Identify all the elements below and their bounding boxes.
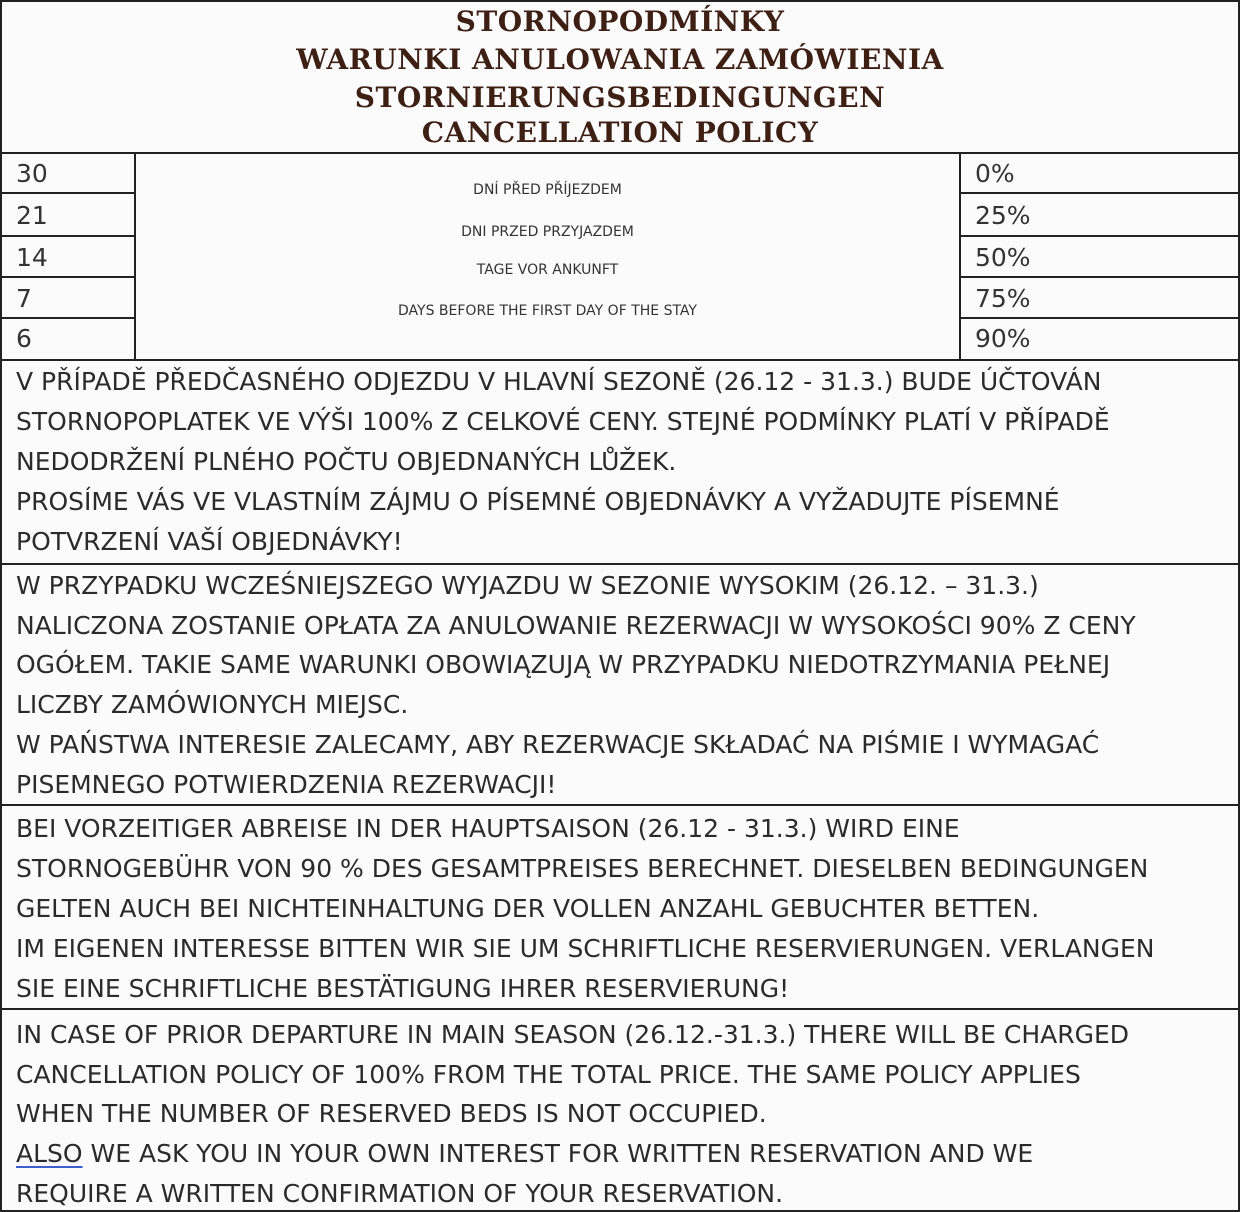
paragraph-line: OGÓŁEM. TAKIE SAME WARUNKI OBOWIĄZUJĄ W PRZYPADKU NIEDOTRZYMANIA PEŁNEJ [16, 650, 1111, 679]
fee-cell: 0% [961, 154, 1240, 194]
fee-cell: 25% [961, 194, 1240, 237]
fee-cell: 75% [961, 278, 1240, 319]
paragraph-line: LICZBY ZAMÓWIONYCH MIEJSC. [16, 690, 409, 719]
paragraph-line: STORNOGEBÜHR VON 90 % DES GESAMTPREISES BERECHNET. DIESELBEN BEDINGUNGEN [16, 854, 1149, 883]
paragraph-line: W PAŃSTWA INTERESIE ZALECAMY, ABY REZERWACJE SKŁADAĆ NA PIŚMIE I WYMAGAĆ [16, 730, 1100, 759]
days-cell: 30 [2, 154, 134, 194]
description-english: DAYS BEFORE THE FIRST DAY OF THE STAY [398, 303, 697, 319]
days-cell: 7 [2, 278, 134, 319]
section-czech [2, 361, 1238, 565]
paragraph-line [16, 1139, 1033, 1168]
paragraph-line: NALICZONA ZOSTANIE OPŁATA ZA ANULOWANIE REZERWACJI W WYSOKOŚCI 90% Z CENY [16, 611, 1136, 640]
paragraph-line: PISEMNEGO POTWIERDZENIA REZERWACJI! [16, 770, 557, 799]
fee-column [959, 154, 1240, 359]
description-column [136, 154, 959, 359]
description-german: TAGE VOR ANKUNFT [476, 262, 619, 278]
paragraph-line: PROSÍME VÁS VE VLASTNÍM ZÁJMU O PÍSEMNÉ OBJEDNÁVKY A VYŽADUJTE PÍSEMNÉ [16, 487, 1060, 516]
days-cell: 21 [2, 194, 134, 237]
description-czech: DNÍ PŘED PŘÍJEZDEM [473, 182, 622, 198]
paragraph-line: GELTEN AUCH BEI NICHTEINHALTUNG DER VOLLEN ANZAHL GEBUCHTER BETTEN. [16, 894, 1040, 923]
days-cell: 6 [16, 324, 32, 353]
paragraph-line: REQUIRE A WRITTEN CONFIRMATION OF YOUR RESERVATION. [16, 1179, 784, 1208]
paragraph-line: SIE EINE SCHRIFTLICHE BESTÄTIGUNG IHRER RESERVIERUNG! [16, 974, 790, 1003]
cancellation-fee-table [2, 154, 1238, 361]
paragraph-line: IM EIGENEN INTERESSE BITTEN WIR SIE UM SCHRIFTLICHE RESERVIERUNGEN. VERLANGEN [16, 934, 1155, 963]
paragraph-line: W PRZYPADKU WCZEŚNIEJSZEGO WYJAZDU W SEZONIE WYSOKIM (26.12. – 31.3.) [16, 571, 1039, 600]
title-czech: STORNOPODMÍNKY [455, 5, 785, 38]
paragraph-line: POTVRZENÍ VAŠÍ OBJEDNÁVKY! [16, 527, 403, 556]
title-block [2, 2, 1238, 154]
days-column [2, 154, 136, 359]
title-english: CANCELLATION POLICY [421, 116, 819, 149]
fee-cell: 50% [961, 237, 1240, 278]
paragraph-line: V PŘÍPADĚ PŘEDČASNÉHO ODJEZDU V HLAVNÍ SEZONĚ (26.12 - 31.3.) BUDE ÚČTOVÁN [16, 367, 1102, 396]
paragraph-line: STORNOPOPLATEK VE VÝŠI 100% Z CELKOVÉ CENY. STEJNÉ PODMÍNKY PLATÍ V PŘÍPADĚ [16, 407, 1110, 436]
paragraph-line: NEDODRŽENÍ PLNÉHO POČTU OBJEDNANÝCH LŮŽEK. [16, 447, 677, 476]
section-german [2, 808, 1238, 1010]
spellcheck-underlined-word: ALSO [16, 1139, 83, 1168]
section-polish [2, 567, 1238, 806]
paragraph-line: WHEN THE NUMBER OF RESERVED BEDS IS NOT OCCUPIED. [16, 1099, 767, 1128]
paragraph-line: IN CASE OF PRIOR DEPARTURE IN MAIN SEASON (26.12.-31.3.) THERE WILL BE CHARGED [16, 1020, 1130, 1049]
title-polish: WARUNKI ANULOWANIA ZAMÓWIENIA [296, 43, 944, 76]
description-polish: DNI PRZED PRZYJAZDEM [461, 224, 634, 240]
section-english [2, 1012, 1238, 1210]
title-german: STORNIERUNGSBEDINGUNGEN [354, 81, 886, 114]
days-cell: 14 [2, 237, 134, 278]
fee-cell: 90% [975, 324, 1031, 353]
paragraph-line-rest: WE ASK YOU IN YOUR OWN INTEREST FOR WRITTEN RESERVATION AND WE [82, 1139, 1034, 1168]
paragraph-line: CANCELLATION POLICY OF 100% FROM THE TOTAL PRICE. THE SAME POLICY APPLIES [16, 1060, 1081, 1089]
paragraph-line: BEI VORZEITIGER ABREISE IN DER HAUPTSAISON (26.12 - 31.3.) WIRD EINE [16, 814, 960, 843]
